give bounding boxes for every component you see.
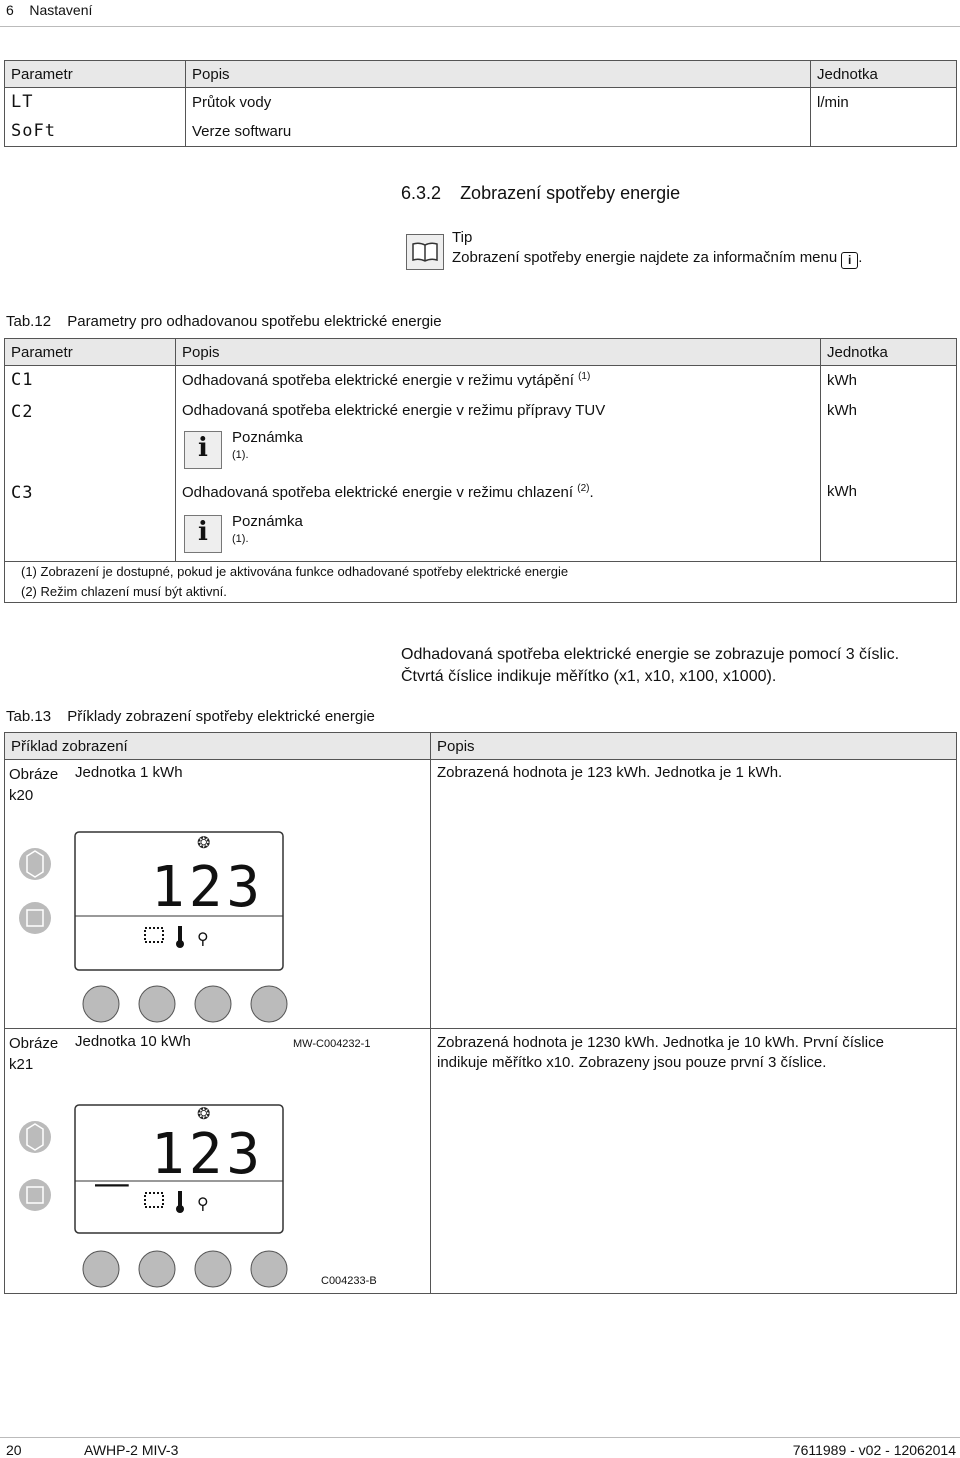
document-code: 7611989 - v02 - 12062014 [792,1442,956,1458]
table-caption-text: Příklady zobrazení spotřeby elektrické energie [67,708,375,725]
unit-label: Jednotka 10 kWh [75,1033,191,1050]
knob-button-icon [251,1251,287,1287]
table-header-row [5,733,957,760]
knob-button-icon [195,1251,231,1287]
parameter-unit: kWh [821,394,957,475]
footnote-ref: (2) [577,483,590,494]
col-header-priklad: Příklad zobrazení [5,733,431,760]
col-header-jednotka: Jednotka [811,61,957,88]
section-title: Zobrazení spotřeby energie [460,183,681,203]
tip-text-end: . [858,249,863,266]
parameter-unit: kWh [821,366,957,395]
parameter-description: Odhadovaná spotřeba elektrické energie v režimu přípravy TUV [182,402,606,419]
parameter-description: Odhadovaná spotřeba elektrické energie v režimu vytápění [182,372,574,389]
table-row [5,116,957,147]
parameter-code: LT [11,92,34,112]
knob-button-icon [83,986,119,1022]
col-header-popis: Popis [186,61,811,88]
tip-text [452,249,862,269]
parameter-unit: kWh [821,475,957,562]
note-box [182,427,814,475]
parameter-code: SoFt [11,121,56,141]
info-icon: i [841,252,858,269]
book-icon [406,234,444,270]
scale-digit: _ [95,1122,129,1187]
parameter-unit [811,116,957,147]
table-header-row [5,339,957,366]
body-paragraph [401,644,899,688]
example-description-line-1: Zobrazená hodnota je 1230 kWh. Jednotka je 10 kWh. První číslice [437,1034,884,1051]
page-number: 20 [6,1442,22,1458]
chapter-number: 6 [6,2,14,18]
tip-title: Tip [452,229,473,246]
table-caption-13 [6,708,375,725]
figure-code: MW-C004232-1 [293,1038,371,1050]
table-header-row [5,61,957,88]
table-row [5,1029,957,1294]
display-panel [11,1069,311,1289]
example-description-line-2: indikuje měřítko x10. Zobrazeny jsou pouze první 3 číslice. [437,1054,827,1071]
knob-button-icon [139,1251,175,1287]
mode-button-icon [19,1121,51,1153]
section-heading [401,183,680,204]
knob-button-icon [251,986,287,1022]
parameter-code: C1 [11,370,34,390]
example-description: Zobrazená hodnota je 123 kWh. Jednotka je 1 kWh. [437,764,783,781]
table-label: Tab.12 [6,313,52,330]
fan-icon: ❂ [197,833,211,852]
col-header-parametr: Parametr [5,61,186,88]
col-header-popis: Popis [431,733,957,760]
footnote-row [5,562,957,603]
table-row [5,394,957,475]
knob-button-icon [139,986,175,1022]
note-ref: (1). [232,449,249,461]
table-caption-text: Parametry pro odhadovanou spotřebu elektrické energie [67,313,442,330]
header-rule [0,26,960,27]
footer-rule [0,1437,960,1438]
knob-button-icon [195,986,231,1022]
display-digits: 123 [151,1122,265,1187]
display-panel [11,804,311,1024]
model-name: AWHP-2 MIV-3 [84,1442,179,1458]
footnote-2: (2) Režim chlazení musí být aktivní. [21,584,227,599]
menu-button-icon [19,1179,51,1211]
parameter-unit: l/min [811,88,957,117]
parameter-code: C3 [11,483,34,503]
table-row [5,366,957,395]
footnote-ref: (1) [578,371,591,382]
mode-button-icon [19,848,51,880]
note-title: Poznámka [232,513,303,530]
footnote-1: (1) Zobrazení je dostupné, pokud je aktivována funkce odhadované spotřeby elektrické energie [21,564,569,579]
figure-label: Obráze k21 [9,1035,59,1073]
table-label: Tab.13 [6,708,52,725]
section-number: 6.3.2 [401,183,442,203]
thermometer-icon [178,926,182,942]
parameter-table-top [4,60,957,147]
examples-table-13 [4,732,957,1294]
col-header-popis: Popis [176,339,821,366]
col-header-parametr: Parametr [5,339,176,366]
table-caption-12 [6,313,442,330]
paragraph-line-1: Odhadovaná spotřeba elektrické energie se zobrazuje pomocí 3 číslic. [401,646,900,663]
table-row [5,88,957,117]
thermometer-icon [178,1191,182,1207]
tap-icon: ⚲ [197,1194,209,1213]
menu-button-icon [19,902,51,934]
parameter-description: Průtok vody [186,88,811,117]
knob-button-icon [83,1251,119,1287]
parameter-code: C2 [11,402,34,422]
chapter-title: Nastavení [29,2,93,18]
note-box [182,511,814,561]
parameter-table-12 [4,338,957,603]
figure-label: Obráze k20 [9,766,59,804]
unit-label: Jednotka 1 kWh [75,764,183,781]
info-icon: i [184,515,222,553]
info-icon: i [184,431,222,469]
page-header [6,2,92,18]
tap-icon: ⚲ [197,929,209,948]
fan-icon: ❂ [197,1104,211,1123]
note-title: Poznámka [232,429,303,446]
note-ref: (1). [232,533,249,545]
tip-box [402,228,960,278]
col-header-jednotka: Jednotka [821,339,957,366]
paragraph-line-2: Čtvrtá číslice indikuje měřítko (x1, x10, x100, x1000). [401,668,777,685]
parameter-description: Verze softwaru [186,116,811,147]
table-row: C3 Odhadovaná spotřeba elektrické energie v režimu chlazení $^{(2)}$. i Poznámka (1). kWh [5,475,957,562]
figure-code: C004233-B [321,1275,377,1287]
display-digits: 123 [151,855,265,920]
parameter-description: Odhadovaná spotřeba elektrické energie v režimu chlazení [182,484,574,501]
tip-text-body: Zobrazení spotřeby energie najdete za informačním menu [452,249,838,266]
table-row [5,760,957,1029]
